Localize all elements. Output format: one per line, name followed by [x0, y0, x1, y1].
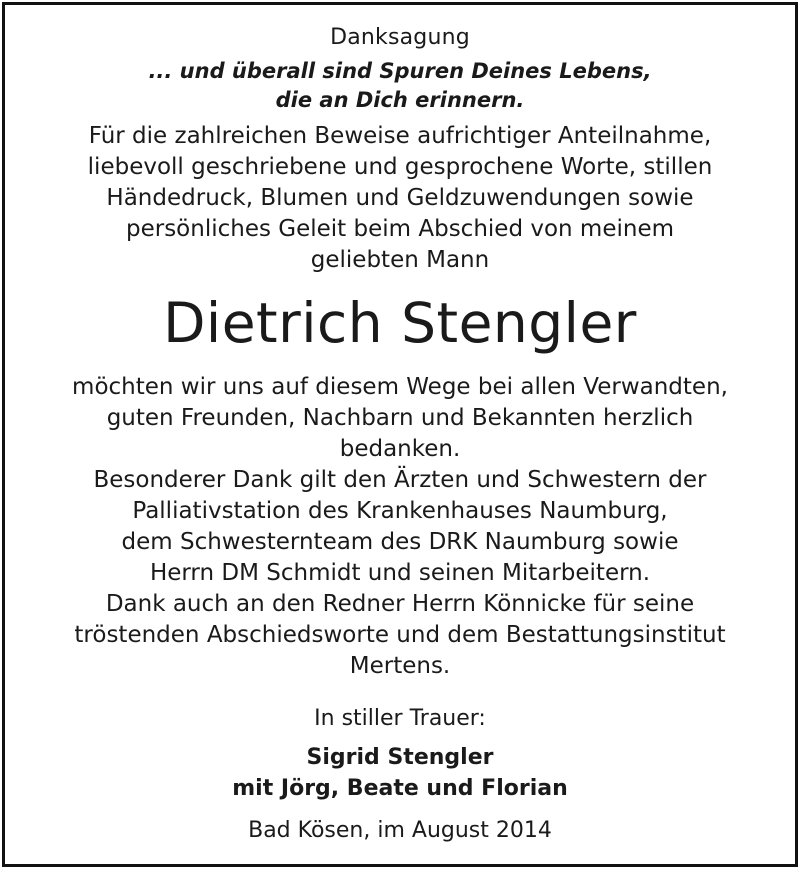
- intro-line: Für die zahlreichen Beweise aufrichtiger Anteilnahme,: [88, 123, 712, 149]
- signer-name: Sigrid Stengler: [306, 745, 494, 770]
- speaker-thanks-line: tröstenden Abschiedsworte und dem Bestattungsinstitut: [74, 622, 726, 648]
- notice-frame: [2, 2, 798, 867]
- speaker-thanks-line: Mertens.: [349, 653, 451, 679]
- intro-line: geliebten Mann: [310, 247, 490, 273]
- thanks-line: möchten wir uns auf diesem Wege bei allen Verwandten,: [72, 374, 728, 400]
- speaker-thanks-line: Dank auch an den Redner Herrn Könnicke für seine: [105, 591, 695, 617]
- deceased-name: Dietrich Stengler: [163, 291, 637, 355]
- intro-line: liebevoll geschriebene und gesprochene Worte, stillen: [87, 154, 713, 180]
- motto: [5, 57, 795, 115]
- special-thanks-line: dem Schwesternteam des DRK Naumburg sowie: [121, 529, 679, 555]
- special-thanks-paragraph: [5, 465, 795, 589]
- intro-line: Händedruck, Blumen und Geldzuwendungen sowie: [106, 185, 694, 211]
- notice-title: Danksagung: [330, 25, 470, 50]
- special-thanks-line: Herrn DM Schmidt und seinen Mitarbeitern.: [149, 560, 651, 586]
- thanks-paragraph: [5, 372, 795, 465]
- thanks-line: bedanken.: [339, 436, 461, 462]
- speaker-thanks-paragraph: [5, 589, 795, 682]
- signers: [5, 742, 795, 804]
- intro-paragraph: [5, 121, 795, 276]
- signer-family: mit Jörg, Beate und Florian: [232, 776, 568, 801]
- motto-line: ... und überall sind Spuren Deines Lebens,: [148, 59, 652, 83]
- place-date: Bad Kösen, im August 2014: [248, 818, 552, 843]
- intro-line: persönliches Geleit beim Abschied von meinem: [125, 216, 674, 242]
- special-thanks-line: Palliativstation des Krankenhauses Naumburg,: [132, 498, 668, 524]
- mourning-intro: In stiller Trauer:: [314, 706, 486, 731]
- notice-content: [5, 23, 795, 846]
- thanks-line: guten Freunden, Nachbarn und Bekannten herzlich: [106, 405, 694, 431]
- special-thanks-line: Besonderer Dank gilt den Ärzten und Schwestern der: [93, 467, 707, 493]
- motto-line: die an Dich erinnern.: [275, 88, 525, 112]
